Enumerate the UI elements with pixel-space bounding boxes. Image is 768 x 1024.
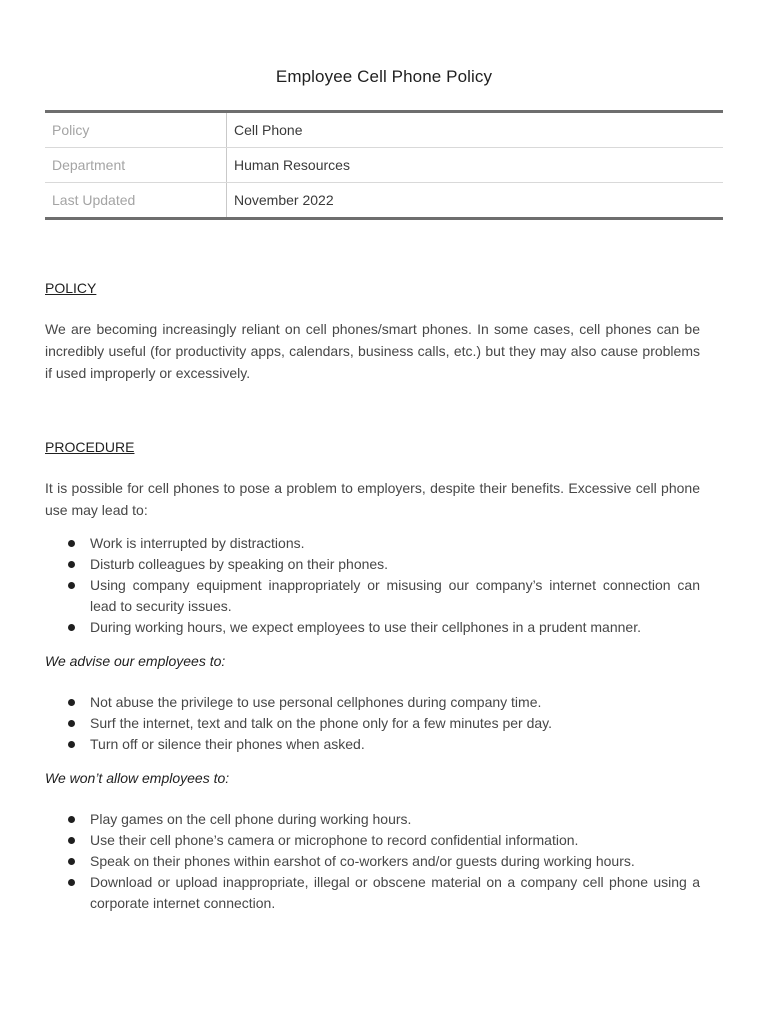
- list-item: [45, 851, 700, 872]
- list-item-text: Turn off or silence their phones when asked.: [90, 736, 365, 752]
- list-item: [45, 617, 700, 638]
- policy-label: Policy: [45, 112, 227, 148]
- bullet-icon: [68, 837, 75, 844]
- bullet-icon: [68, 561, 75, 568]
- bullet-icon: [68, 816, 75, 823]
- bullet-icon: [68, 540, 75, 547]
- list-item-text: Disturb colleagues by speaking on their phones.: [90, 556, 389, 572]
- table-row: [45, 183, 723, 219]
- department-label: Department: [45, 148, 227, 183]
- list-item-text: Surf the internet, text and talk on the phone only for a few minutes per day.: [90, 715, 553, 731]
- advise-list: [45, 692, 700, 755]
- bullet-icon: [68, 699, 75, 706]
- list-item: [45, 554, 700, 575]
- bullet-icon: [68, 624, 75, 631]
- list-item-text: Work is interrupted by distractions.: [90, 535, 305, 551]
- last-updated-label: Last Updated: [45, 183, 227, 219]
- list-item: [45, 713, 700, 734]
- list-item-text: Play games on the cell phone during working hours.: [90, 811, 412, 827]
- policy-info-table: [45, 110, 723, 220]
- department-value: Human Resources: [227, 148, 724, 183]
- bullet-icon: [68, 720, 75, 727]
- list-item: [45, 830, 700, 851]
- list-item-text: Using company equipment inappropriately or misusing our company’s internet connection can lead to security issues.: [90, 577, 700, 614]
- list-item-text: During working hours, we expect employees to use their cellphones in a prudent manner.: [90, 619, 641, 635]
- procedure-intro: It is possible for cell phones to pose a problem to employers, despite their benefits. Excessive cell phone use may lead to:: [45, 480, 700, 518]
- bullet-icon: [68, 879, 75, 886]
- bullet-icon: [68, 582, 75, 589]
- list-item: [45, 692, 700, 713]
- disallow-list: [45, 809, 700, 914]
- disallow-subheading: We won’t allow employees to:: [45, 770, 230, 786]
- table-row: [45, 148, 723, 183]
- list-item-text: Not abuse the privilege to use personal cellphones during company time.: [90, 694, 542, 710]
- bullet-icon: [68, 858, 75, 865]
- policy-value: Cell Phone: [227, 112, 724, 148]
- policy-heading: POLICY: [45, 280, 97, 296]
- advise-subheading: We advise our employees to:: [45, 653, 226, 669]
- list-item-text: Speak on their phones within earshot of co-workers and/or guests during working hours.: [90, 853, 635, 869]
- document-title: Employee Cell Phone Policy: [275, 67, 493, 86]
- list-item: [45, 533, 700, 554]
- risks-list: [45, 533, 700, 638]
- last-updated-value: November 2022: [234, 192, 334, 208]
- list-item: [45, 809, 700, 830]
- list-item-text: Use their cell phone’s camera or microphone to record confidential information.: [90, 832, 579, 848]
- list-item: [45, 872, 700, 914]
- procedure-heading: PROCEDURE: [45, 439, 135, 455]
- list-item: [45, 575, 700, 617]
- bullet-icon: [68, 741, 75, 748]
- policy-paragraph: We are becoming increasingly reliant on cell phones/smart phones. In some cases, cell phones can be incredibly useful (for productivity apps, calendars, business calls, etc.) but they may also cause problems if used improperly or excessively.: [45, 321, 700, 381]
- table-row: [45, 112, 723, 148]
- list-item-text: Download or upload inappropriate, illegal or obscene material on a company cell phone using a corporate internet connection.: [90, 874, 700, 911]
- list-item: [45, 734, 700, 755]
